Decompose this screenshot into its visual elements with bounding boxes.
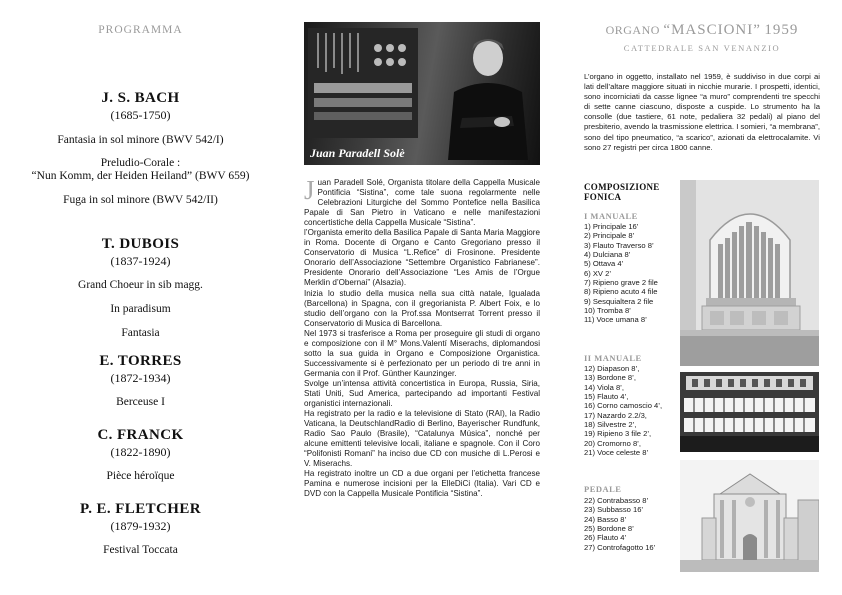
stop-item: 18) Silvestre 2’, bbox=[584, 420, 637, 430]
composer-years: (1685-1750) bbox=[110, 108, 171, 122]
manuale2-stop-list bbox=[584, 364, 662, 457]
stop-item: 1) Principale 16’ bbox=[584, 222, 639, 231]
bio-paragraph: l’Organista emerito della Basilica Papale di Santa Maria Maggiore in Roma. Docente di Organo e Canto Gregoriano presso il Conservatorio di Musica “L.Refice” di Frosinone. Presidente Onorario dell’Associazione “Settembre Organistico Fabrianese”. Presidente Onorario dell’Associazione “Les Amis de l’Orgue Merklin d’Obernai” (Alsazia). bbox=[304, 228, 540, 288]
piece-title: Grand Choeur in sib magg. bbox=[78, 279, 203, 291]
programma-heading: PROGRAMMA bbox=[98, 24, 183, 36]
organist-portrait bbox=[442, 30, 532, 160]
stop-item: 16) Corno camoscio 4’, bbox=[584, 401, 663, 411]
drop-cap: J bbox=[304, 175, 315, 205]
stop-item: 4) Dulciana 8’ bbox=[584, 250, 631, 260]
stop-item: 6) XV 2’ bbox=[584, 268, 612, 278]
bio-paragraph: Ha registrato per la radio e la televisione di Stato (RAI), la Radio Vaticana, la DeutschlandRadio di Berlino, Bayerischer Rundfunk, Radio Sao Paulo (Brasile), “Catalunya Música”, nonché per alcune emittenti televisive locali, italiane e spagnole. Con il Coro “Polifonisti Romani” ha inciso due CD con musiche di L.Perosi e V. Miserachs. bbox=[304, 409, 540, 469]
composer-torres bbox=[0, 353, 281, 409]
stop-item: 15) Flauto 4’, bbox=[584, 392, 629, 402]
bio-paragraph: uan Paradell Solé, Organista titolare della Cappella Musicale Pontificia “Sistina”, come tale suona regolarmente nelle Celebrazioni Liturgiche del Sommo Pontefice nella Basilica Papale di San Pietro in Vaticano e nelle manifestazioni concertistiche della Cappella Musicale “Sistina”. bbox=[304, 178, 540, 228]
stop-item: 7) Ripieno grave 2 file bbox=[584, 278, 658, 288]
organ-title bbox=[562, 22, 842, 39]
composition-heading-line: FONICA bbox=[584, 192, 622, 202]
composer-name: T. DUBOIS bbox=[101, 236, 180, 252]
piece-title: In paradisum bbox=[110, 303, 171, 315]
bio-paragraph: Ha registrato inoltre un CD a due organi per l’etichetta francese Pamina e numerose incisioni per la ElleDiCi (Italia). Vari CD e DVD con la Cappella Musicale Pontificia “Sistina”. bbox=[304, 469, 540, 499]
stop-item: 14) Viola 8’, bbox=[584, 382, 624, 392]
stop-item: 22) Contrabasso 8’ bbox=[584, 496, 649, 505]
composer-fletcher bbox=[0, 501, 281, 557]
organ-console-photo bbox=[680, 372, 819, 452]
stop-item: 20) Cromorno 8’, bbox=[584, 438, 641, 448]
manuale2-heading: II MANUALE bbox=[584, 353, 642, 363]
stop-item: 9) Sesquialtera 2 file bbox=[584, 296, 654, 306]
biography-text bbox=[304, 175, 540, 500]
organist-photo bbox=[304, 22, 540, 165]
organ-title-prefix: ORGANO bbox=[605, 23, 660, 37]
organ-year: 1959 bbox=[764, 22, 799, 38]
composer-years: (1879-1932) bbox=[110, 519, 171, 533]
piece-title: Pièce héroïque bbox=[106, 470, 175, 482]
stop-item: 19) Ripieno 3 file 2’, bbox=[584, 429, 652, 439]
piece-title: Preludio-Corale : bbox=[100, 157, 181, 169]
manuale1-heading: I MANUALE bbox=[584, 211, 638, 221]
pedale-heading: PEDALE bbox=[584, 484, 622, 494]
stop-item: 11) Voce umana 8’ bbox=[584, 315, 647, 325]
organ-description: L’organo in oggetto, installato nel 1959, è suddiviso in due corpi ai lati dell’altare maggiore situati in nicchie murarie. I prospetti, identici, sono incorniciati da casse lignee “a muro” comprendenti tre specchi di sette canne ciascuno, disposte a cuspide. Lo strumento ha la consolle (due tastiere, 61 note, pedaliera 32 pedali) al piano del presbiterio, avendo la trasmissione elettrica. I somieri, “a membrana”, sono del tipo pneumatico, “a scarico”, azionati da elettrocalamite. Vi sono 27 registri per circa 1800 canne. bbox=[584, 72, 820, 152]
stop-item: 8) Ripieno acuto 4 file bbox=[584, 287, 658, 297]
piece-title: Fantasia bbox=[121, 327, 160, 339]
organ-panel bbox=[562, 0, 842, 595]
programma-panel bbox=[0, 0, 281, 595]
bio-paragraph: Inizia lo studio della musica nella sua città natale, Igualada (Barcellona) in Spagna, con il gregorianista P. Albert Foix, e lo studio dell’organo con la Prof.ssa Montserrat Torrent presso il Conservatorio di Musica di Barcellona. bbox=[304, 288, 540, 328]
stop-item: 3) Flauto Traverso 8’ bbox=[584, 240, 654, 250]
organ-case-photo bbox=[680, 180, 819, 366]
biography-panel bbox=[281, 0, 562, 595]
composition-heading-line: COMPOSIZIONE bbox=[584, 182, 660, 192]
composer-name: P. E. FLETCHER bbox=[80, 501, 201, 517]
composer-dubois bbox=[0, 236, 281, 340]
organ-console-illustration bbox=[308, 28, 418, 138]
photo-caption: Juan Paradell Solè bbox=[310, 146, 405, 160]
bio-paragraph: Svolge un’intensa attività concertistica in Europa, Russia, Siria, Stati Uniti, Sud America, partecipando ad importanti Festival organistici internazionali. bbox=[304, 378, 540, 409]
piece-title: Fantasia in sol minore (BWV 542/I) bbox=[57, 134, 224, 146]
stop-item: 17) Nazardo 2.2/3, bbox=[584, 410, 647, 420]
piece-title: Berceuse I bbox=[116, 396, 165, 408]
composer-bach bbox=[0, 90, 281, 207]
organ-location: CATTEDRALE SAN VENANZIO bbox=[623, 43, 781, 53]
stop-item: 25) Bordone 8’ bbox=[584, 524, 634, 534]
stop-item: 21) Voce celeste 8’ bbox=[584, 448, 649, 458]
stop-item: 23) Subbasso 16’ bbox=[584, 505, 644, 515]
composer-name: J. S. BACH bbox=[101, 90, 180, 106]
stop-item: 5) Ottava 4’ bbox=[584, 259, 624, 269]
stop-item: 13) Bordone 8’, bbox=[584, 373, 636, 383]
stop-item: 2) Principale 8’ bbox=[584, 231, 635, 241]
stop-item: 24) Basso 8’ bbox=[584, 514, 627, 524]
manuale1-stop-list bbox=[584, 222, 658, 325]
composer-name: E. TORRES bbox=[99, 353, 182, 369]
composer-years: (1837-1924) bbox=[110, 254, 171, 268]
stop-item: 27) Controfagotto 16’ bbox=[584, 542, 656, 552]
composer-franck bbox=[0, 427, 281, 483]
piece-title: Fuga in sol minore (BWV 542/II) bbox=[63, 194, 218, 206]
composer-years: (1872-1934) bbox=[110, 371, 171, 385]
bio-paragraph: Nel 1973 si trasferisce a Roma per proseguire gli studi di organo e composizione con il M° Mons.Valentí Miserachs, diplomandosi sotto la sua guida in Organo e Composizione Organistica. Successivamente si è perfezionato per un periodo di tre anni in Germania con il Prof. Günther Kaunzinger. bbox=[304, 328, 540, 378]
stop-item: 26) Flauto 4’ bbox=[584, 533, 627, 543]
stop-item: 10) Tromba 8’ bbox=[584, 306, 631, 316]
piece-title: Festival Toccata bbox=[103, 544, 178, 556]
piece-title: “Nun Komm, der Heiden Heiland” (BWV 659) bbox=[31, 170, 250, 182]
pedale-stop-list bbox=[584, 496, 655, 552]
cathedral-facade-photo bbox=[680, 460, 819, 572]
composer-name: C. FRANCK bbox=[97, 427, 184, 443]
composition-heading bbox=[584, 182, 660, 202]
organ-builder-name: “MASCIONI” bbox=[663, 22, 761, 38]
composer-years: (1822-1890) bbox=[110, 445, 171, 459]
stop-item: 12) Diapason 8’, bbox=[584, 364, 640, 373]
